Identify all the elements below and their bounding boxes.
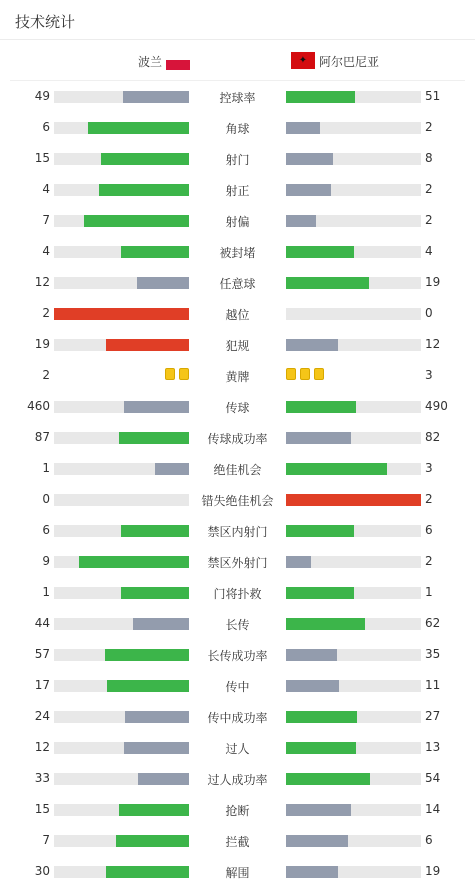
home-stat-bar	[54, 91, 189, 103]
home-stat-value: 15	[34, 151, 50, 165]
home-stat-value: 9	[42, 554, 50, 568]
home-stat-bar	[54, 401, 189, 413]
away-stat-bar-fill	[286, 525, 354, 537]
yellow-card-icon	[314, 368, 324, 380]
away-stat-bar	[286, 556, 421, 568]
away-stat-value: 54	[425, 771, 441, 785]
home-stat-bar-fill	[121, 525, 189, 537]
stat-label: 射门	[225, 153, 250, 167]
home-stat-bar-fill	[121, 587, 189, 599]
home-stat-value: 1	[42, 461, 50, 475]
stat-label: 传中	[225, 680, 250, 694]
home-stat-bar	[54, 649, 189, 661]
away-stat-bar	[286, 711, 421, 723]
stat-label: 过人成功率	[207, 773, 268, 787]
home-stat-value: 460	[27, 399, 50, 413]
away-stat-value: 6	[425, 833, 433, 847]
stat-row	[0, 298, 475, 329]
teams-header	[10, 41, 465, 81]
yellow-card-icon	[179, 368, 189, 380]
away-stat-bar-fill	[286, 804, 351, 816]
away-stat-value: 14	[425, 802, 441, 816]
home-stat-bar	[54, 463, 189, 475]
home-stat-bar-fill	[116, 835, 189, 847]
stat-row	[0, 608, 475, 639]
away-stat-bar	[286, 184, 421, 196]
away-stat-value: 3	[425, 461, 433, 475]
away-stat-bar-fill	[286, 432, 351, 444]
stat-row	[0, 484, 475, 515]
stat-label: 抢断	[225, 804, 250, 818]
home-stat-bar-fill	[105, 649, 189, 661]
away-stat-bar-fill	[286, 401, 356, 413]
home-stat-bar-fill	[107, 680, 189, 692]
stat-label: 角球	[225, 122, 250, 136]
stat-label: 长传	[225, 618, 250, 632]
away-stat-bar-fill	[286, 556, 311, 568]
away-stat-bar-fill	[286, 835, 348, 847]
home-stat-bar	[54, 556, 189, 568]
albania-flag-icon: ✦	[291, 52, 315, 69]
home-stat-value: 12	[34, 275, 50, 289]
page-title: 技术统计	[15, 13, 76, 31]
header	[0, 0, 475, 40]
stat-row	[0, 329, 475, 360]
home-stat-bar	[54, 277, 189, 289]
home-stat-value: 87	[34, 430, 50, 444]
stat-row	[0, 81, 475, 112]
home-stat-value: 2	[42, 368, 50, 382]
home-stat-bar	[54, 618, 189, 630]
stat-label: 传球成功率	[207, 432, 268, 446]
home-stat-bar	[54, 804, 189, 816]
home-stat-bar	[54, 773, 189, 785]
home-stat-bar	[54, 184, 189, 196]
away-stat-bar	[286, 463, 421, 475]
away-stat-value: 2	[425, 120, 433, 134]
stat-label: 门将扑救	[213, 587, 262, 601]
stat-label: 黄牌	[225, 370, 250, 384]
away-stat-value: 12	[425, 337, 441, 351]
home-stat-value: 19	[34, 337, 50, 351]
away-stat-bar-fill	[286, 339, 338, 351]
stat-row	[0, 546, 475, 577]
stat-row	[0, 174, 475, 205]
away-stat-bar	[286, 401, 421, 413]
home-stat-bar	[54, 246, 189, 258]
away-stat-bar	[286, 680, 421, 692]
home-stat-bar-fill	[138, 773, 189, 785]
stat-row	[0, 453, 475, 484]
away-stat-bar-fill	[286, 649, 337, 661]
yellow-card-icon	[165, 368, 175, 380]
stat-row	[0, 763, 475, 794]
stat-row	[0, 825, 475, 856]
away-stat-bar-fill	[286, 680, 339, 692]
home-stat-value: 30	[34, 864, 50, 878]
home-stat-value: 0	[42, 492, 50, 506]
away-stat-bar-fill	[286, 773, 370, 785]
away-stat-bar-fill	[286, 711, 357, 723]
away-stat-value: 490	[425, 399, 448, 413]
stat-label: 传中成功率	[207, 711, 268, 725]
home-stat-bar	[54, 680, 189, 692]
away-stat-bar-fill	[286, 463, 387, 475]
away-stat-bar	[286, 91, 421, 103]
away-stat-value: 11	[425, 678, 441, 692]
away-stat-bar	[286, 246, 421, 258]
stat-label: 控球率	[219, 91, 256, 105]
stat-row	[0, 205, 475, 236]
away-stat-bar-fill	[286, 184, 331, 196]
stat-label: 禁区外射门	[207, 556, 268, 570]
stat-label: 错失绝佳机会	[201, 494, 274, 508]
home-stat-value: 4	[42, 244, 50, 258]
home-stat-bar-fill	[84, 215, 189, 227]
home-stat-bar	[54, 339, 189, 351]
away-stat-value: 2	[425, 554, 433, 568]
stat-row	[0, 856, 475, 887]
home-stat-bar-fill	[79, 556, 189, 568]
stat-label: 禁区内射门	[207, 525, 268, 539]
home-stat-bar	[54, 432, 189, 444]
home-stat-value: 44	[34, 616, 50, 630]
stat-label: 越位	[225, 308, 250, 322]
stat-label: 任意球	[219, 277, 256, 291]
away-stat-bar	[286, 525, 421, 537]
stat-row	[0, 143, 475, 174]
away-stat-bar	[286, 153, 421, 165]
away-stat-bar-fill	[286, 246, 354, 258]
home-stat-bar-fill	[54, 308, 189, 320]
away-stat-value: 51	[425, 89, 441, 103]
home-stat-bar	[54, 711, 189, 723]
away-yellow-cards	[286, 368, 328, 382]
away-stat-bar-fill	[286, 618, 365, 630]
away-stat-value: 1	[425, 585, 433, 599]
stat-row	[0, 701, 475, 732]
away-stat-bar	[286, 866, 421, 878]
home-stat-value: 6	[42, 523, 50, 537]
home-stat-value: 15	[34, 802, 50, 816]
stat-row	[0, 670, 475, 701]
stat-row	[0, 236, 475, 267]
away-stat-value: 35	[425, 647, 441, 661]
away-stat-bar	[286, 742, 421, 754]
home-stat-value: 4	[42, 182, 50, 196]
stat-row	[0, 515, 475, 546]
home-stat-value: 2	[42, 306, 50, 320]
stat-label: 射偏	[225, 215, 250, 229]
home-stat-bar	[54, 494, 189, 506]
home-stat-bar	[54, 835, 189, 847]
home-stat-bar-fill	[88, 122, 189, 134]
away-stat-value: 3	[425, 368, 433, 382]
home-stat-bar	[54, 153, 189, 165]
stat-row	[0, 267, 475, 298]
stat-row	[0, 639, 475, 670]
home-stat-bar-fill	[133, 618, 189, 630]
away-stat-bar	[286, 339, 421, 351]
away-stat-bar	[286, 432, 421, 444]
away-stat-value: 13	[425, 740, 441, 754]
away-stat-bar	[286, 649, 421, 661]
away-stat-bar-fill	[286, 587, 354, 599]
home-stat-bar-fill	[119, 804, 189, 816]
away-stat-value: 82	[425, 430, 441, 444]
home-stat-bar	[54, 866, 189, 878]
away-stat-bar	[286, 122, 421, 134]
home-stat-bar-fill	[106, 866, 189, 878]
home-stat-value: 7	[42, 213, 50, 227]
home-stat-bar	[54, 122, 189, 134]
away-stat-bar-fill	[286, 91, 355, 103]
home-stat-bar	[54, 742, 189, 754]
stat-row	[0, 360, 475, 391]
away-stat-value: 8	[425, 151, 433, 165]
away-stat-bar	[286, 215, 421, 227]
away-stat-value: 6	[425, 523, 433, 537]
away-stat-value: 19	[425, 275, 441, 289]
home-stat-bar	[54, 215, 189, 227]
stat-label: 犯规	[225, 339, 250, 353]
away-stat-value: 62	[425, 616, 441, 630]
home-team-name: 波兰	[138, 55, 163, 69]
home-stat-value: 33	[34, 771, 50, 785]
away-team-name: 阿尔巴尼亚	[319, 55, 380, 69]
away-stat-bar	[286, 587, 421, 599]
home-stat-bar-fill	[155, 463, 189, 475]
away-stat-bar-fill	[286, 153, 333, 165]
home-stat-value: 49	[34, 89, 50, 103]
away-stat-bar	[286, 618, 421, 630]
away-stat-value: 2	[425, 492, 433, 506]
stat-row	[0, 422, 475, 453]
home-stat-value: 6	[42, 120, 50, 134]
away-stat-bar-fill	[286, 742, 356, 754]
yellow-card-icon	[286, 368, 296, 380]
home-stat-bar	[54, 587, 189, 599]
away-stat-bar	[286, 835, 421, 847]
home-yellow-cards	[161, 368, 189, 382]
stat-label: 传球	[225, 401, 250, 415]
home-stat-bar-fill	[99, 184, 189, 196]
home-stat-value: 1	[42, 585, 50, 599]
stat-label: 过人	[225, 742, 250, 756]
away-stat-bar	[286, 308, 421, 320]
stat-label: 射正	[225, 184, 250, 198]
home-stat-value: 57	[34, 647, 50, 661]
away-stat-bar-fill	[286, 277, 369, 289]
away-stat-bar-fill	[286, 215, 316, 227]
away-stat-value: 2	[425, 182, 433, 196]
home-stat-value: 17	[34, 678, 50, 692]
poland-flag-icon	[166, 60, 190, 70]
home-stat-bar-fill	[137, 277, 189, 289]
stat-label: 长传成功率	[207, 649, 268, 663]
stat-row	[0, 112, 475, 143]
home-stat-value: 24	[34, 709, 50, 723]
away-stat-bar	[286, 277, 421, 289]
stat-label: 被封堵	[219, 246, 256, 260]
home-stat-bar-fill	[125, 711, 189, 723]
home-stat-bar-fill	[106, 339, 189, 351]
away-stat-value: 27	[425, 709, 441, 723]
stat-row	[0, 794, 475, 825]
stat-row	[0, 732, 475, 763]
away-stat-bar	[286, 494, 421, 506]
home-stat-bar-fill	[124, 742, 189, 754]
away-stat-value: 0	[425, 306, 433, 320]
stat-row	[0, 391, 475, 422]
away-stat-value: 19	[425, 864, 441, 878]
home-stat-bar	[54, 525, 189, 537]
home-stat-bar-fill	[101, 153, 189, 165]
away-stat-value: 4	[425, 244, 433, 258]
home-stat-bar-fill	[119, 432, 189, 444]
home-stat-value: 12	[34, 740, 50, 754]
away-stat-bar	[286, 804, 421, 816]
away-stat-value: 2	[425, 213, 433, 227]
home-stat-bar-fill	[123, 91, 189, 103]
home-stat-value: 7	[42, 833, 50, 847]
home-stat-bar-fill	[124, 401, 189, 413]
stat-row	[0, 577, 475, 608]
stat-label: 绝佳机会	[213, 463, 262, 477]
stat-label: 拦截	[225, 835, 250, 849]
away-stat-bar-fill	[286, 122, 320, 134]
home-stat-bar	[54, 308, 189, 320]
stat-label: 解围	[225, 866, 250, 880]
away-stat-bar-fill	[286, 494, 421, 506]
yellow-card-icon	[300, 368, 310, 380]
away-stat-bar-fill	[286, 866, 338, 878]
away-stat-bar	[286, 773, 421, 785]
home-stat-bar-fill	[121, 246, 189, 258]
